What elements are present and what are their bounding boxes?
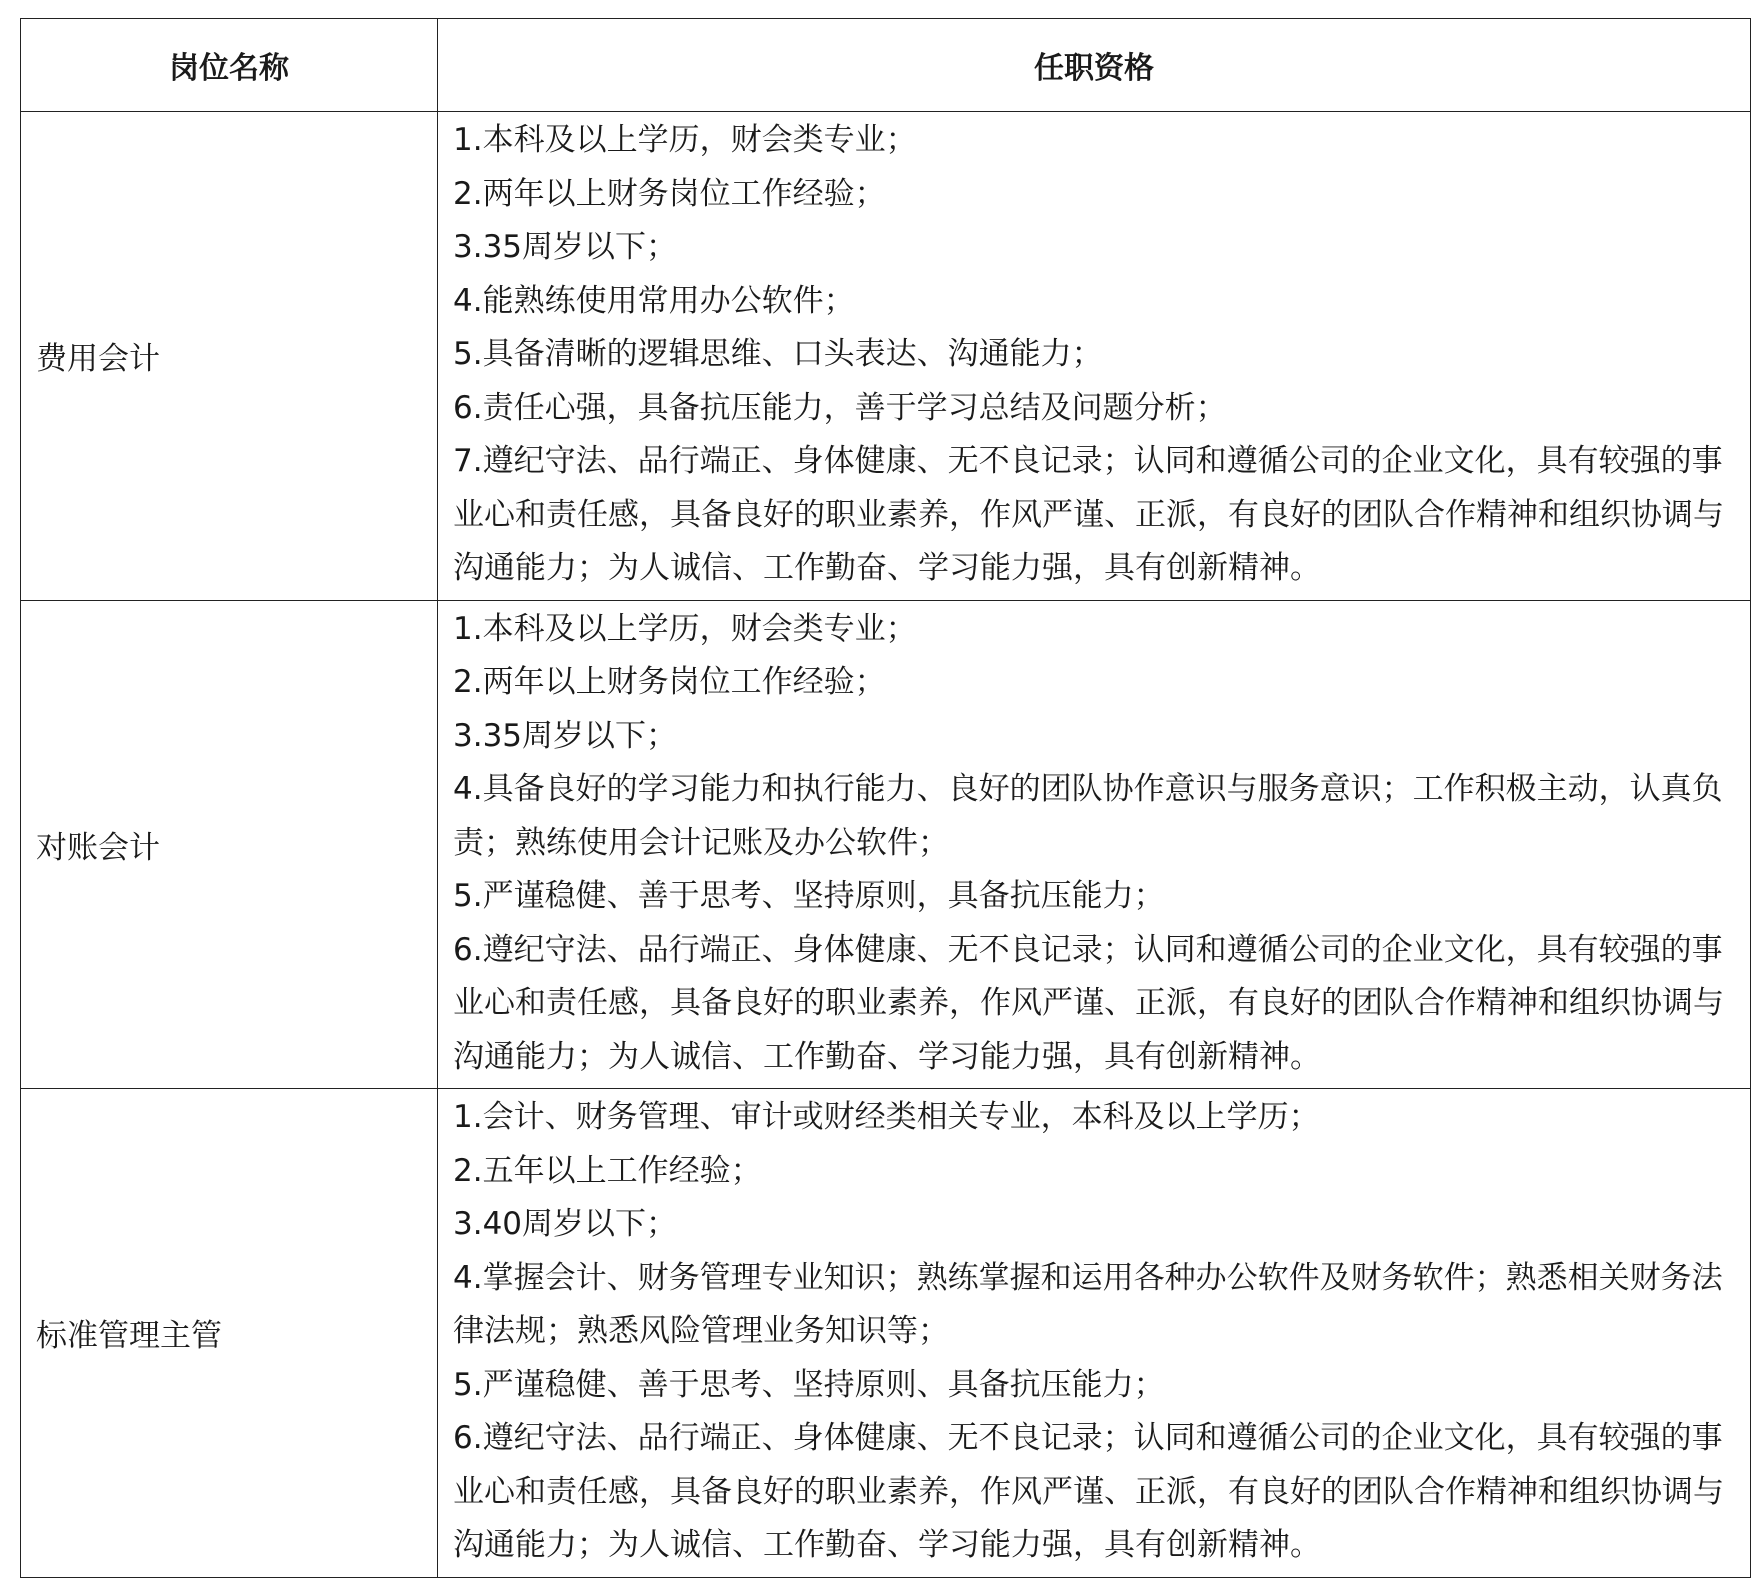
- requirement-item: 3.35周岁以下；: [453, 717, 678, 754]
- requirement-item: 3.40周岁以下；: [453, 1206, 678, 1242]
- requirement-item: 5.严谨稳健、善于思考、坚持原则，具备抗压能力；: [453, 878, 1165, 914]
- requirements-cell: [438, 1089, 1751, 1578]
- requirement-item: 1.会计、财务管理、审计或财经类相关专业，本科及以上学历；: [453, 1099, 1320, 1135]
- requirements-cell: [438, 600, 1751, 1089]
- requirement-item: 4.掌握会计、财务管理专业知识；熟练掌握和运用各种办公软件及财务软件；熟悉相关财务法律法规；熟悉风险管理业务知识等；: [453, 1259, 1723, 1349]
- position-name: 标准管理主管: [21, 1089, 438, 1578]
- requirement-item: 6.责任心强，具备抗压能力，善于学习总结及问题分析；: [453, 389, 1227, 426]
- requirement-item: 5.严谨稳健、善于思考、坚持原则、具备抗压能力；: [453, 1366, 1165, 1403]
- requirement-item: 4.具备良好的学习能力和执行能力、良好的团队协作意识与服务意识；工作积极主动，认真负责；熟练使用会计记账及办公软件；: [453, 771, 1723, 861]
- requirement-item: 7.遵纪守法、品行端正、身体健康、无不良记录；认同和遵循公司的企业文化，具有较强的事业心和责任感，具备良好的职业素养，作风严谨、正派，有良好的团队合作精神和组织协调与沟通能力；为人诚信、工作勤奋、学习能力强，具有创新精神。: [453, 443, 1724, 586]
- position-name: 对账会计: [21, 600, 438, 1089]
- position-name: 费用会计: [21, 112, 438, 601]
- requirement-item: 3.35周岁以下；: [453, 229, 678, 265]
- table-row: [21, 1089, 1751, 1578]
- requirement-item: 5.具备清晰的逻辑思维、口头表达、沟通能力；: [453, 336, 1103, 372]
- requirement-item: 4.能熟练使用常用办公软件；: [453, 282, 855, 319]
- table-row: [21, 112, 1751, 601]
- table-header-row: [21, 19, 1751, 112]
- requirement-item: 6.遵纪守法、品行端正、身体健康、无不良记录；认同和遵循公司的企业文化，具有较强的事业心和责任感，具备良好的职业素养，作风严谨、正派，有良好的团队合作精神和组织协调与沟通能力；为人诚信、工作勤奋、学习能力强，具有创新精神。: [453, 931, 1724, 1075]
- requirement-item: 2.两年以上财务岗位工作经验；: [453, 664, 886, 700]
- requirement-item: 2.五年以上工作经验；: [453, 1152, 762, 1189]
- header-position-name: 岗位名称: [21, 19, 438, 112]
- header-qualifications: 任职资格: [438, 19, 1751, 112]
- requirement-item: 1.本科及以上学历，财会类专业；: [453, 610, 917, 647]
- requirements-cell: [438, 112, 1751, 601]
- requirement-item: 2.两年以上财务岗位工作经验；: [453, 175, 886, 212]
- requirement-item: 6.遵纪守法、品行端正、身体健康、无不良记录；认同和遵循公司的企业文化，具有较强的事业心和责任感，具备良好的职业素养，作风严谨、正派，有良好的团队合作精神和组织协调与沟通能力；为人诚信、工作勤奋、学习能力强，具有创新精神。: [453, 1420, 1724, 1563]
- table-row: [21, 600, 1751, 1089]
- qualifications-table: [20, 18, 1751, 1578]
- requirement-item: 1.本科及以上学历，财会类专业；: [453, 122, 917, 158]
